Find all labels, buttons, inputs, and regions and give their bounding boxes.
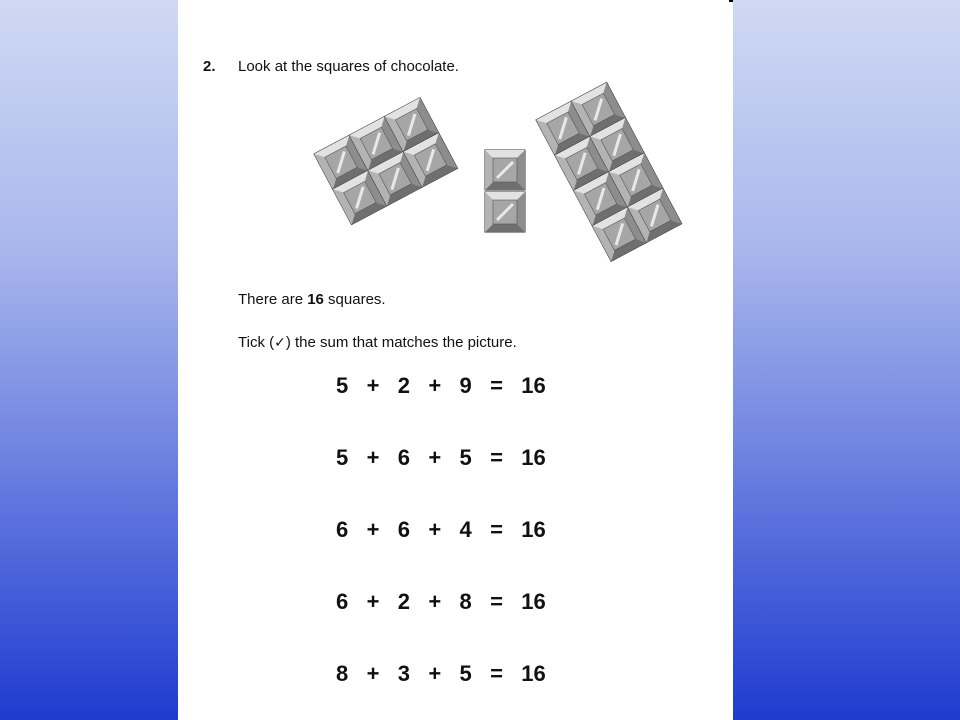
two-square-bar xyxy=(485,150,525,232)
sum-option-4[interactable]: 6 + 2 + 8 = 16 xyxy=(336,589,546,614)
question-number: 2. xyxy=(203,58,216,75)
eight-square-bar xyxy=(536,82,682,261)
tick-suffix: ) the sum that matches the picture. xyxy=(285,334,517,351)
page-corner-mark xyxy=(729,0,733,2)
question-prompt: Look at the squares of chocolate. xyxy=(238,58,459,75)
count-value: 16 xyxy=(307,291,324,308)
tick-instruction xyxy=(238,334,517,351)
chocolate-square xyxy=(485,192,525,232)
sum-option-2[interactable]: 5 + 6 + 5 = 16 xyxy=(336,445,546,470)
chocolate-square xyxy=(485,150,525,190)
tick-prefix: Tick ( xyxy=(238,334,275,351)
count-suffix: squares. xyxy=(323,291,386,308)
chocolate-picture xyxy=(300,80,700,280)
square-count-statement xyxy=(238,291,386,308)
sum-option-5[interactable]: 8 + 3 + 5 = 16 xyxy=(336,661,546,686)
sum-option-1[interactable]: 5 + 2 + 9 = 16 xyxy=(336,373,546,398)
sum-option-3[interactable]: 6 + 6 + 4 = 16 xyxy=(336,517,546,542)
checkmark-icon: ✓ xyxy=(274,335,286,351)
six-square-bar xyxy=(314,98,458,225)
count-prefix: There are xyxy=(238,291,308,308)
